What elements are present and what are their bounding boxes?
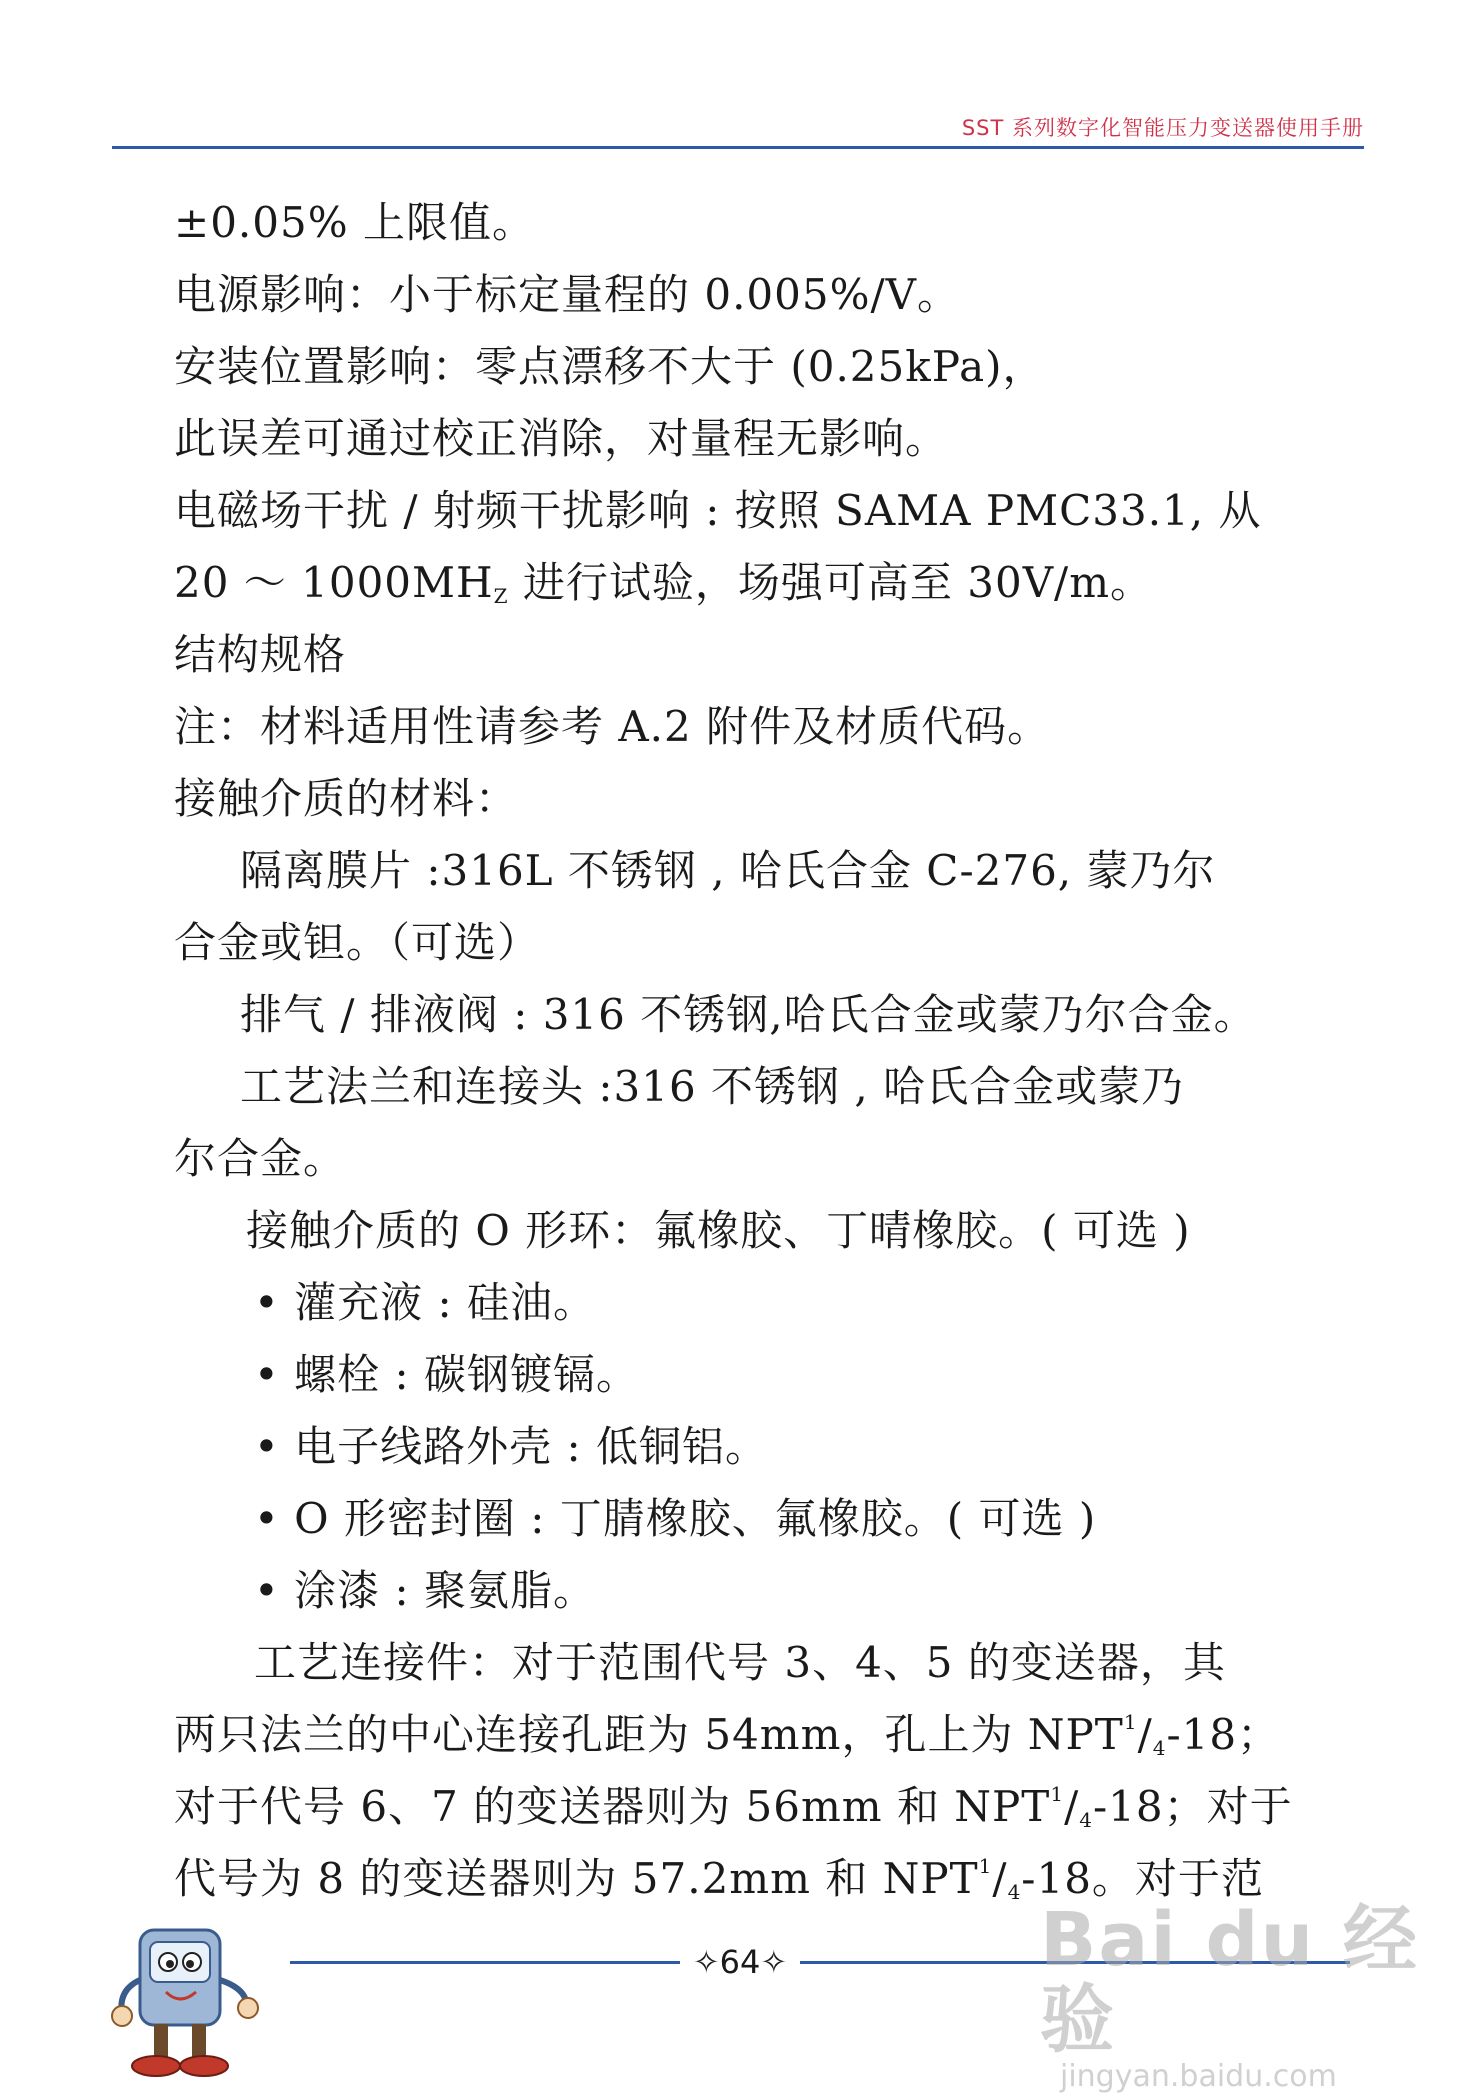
watermark-url: jingyan.baidu.com	[1060, 2059, 1337, 2094]
text-line	[174, 1771, 1304, 1843]
mascot-icon	[100, 1910, 280, 2090]
text-span: 代号为 8 的变送器则为 57.2mm 和 NPT	[174, 1854, 979, 1903]
text-span: -18。对于范	[1021, 1854, 1264, 1903]
text-line	[174, 1699, 1304, 1771]
subscript: Z	[493, 584, 509, 608]
header-title: SST 系列数字化智能压力变送器使用手册	[961, 116, 1364, 140]
bullet-item: • 灌充液 : 硅油。	[254, 1278, 596, 1327]
text-span: 进行试验，场强可高至 30V/m。	[508, 558, 1154, 607]
text-line: 合金或钽。（可选）	[174, 918, 541, 967]
fraction-denominator: 4	[1007, 1880, 1022, 1904]
text-line: 电源影响：小于标定量程的 0.005%/V。	[174, 270, 960, 319]
text-span: -18；	[1166, 1710, 1281, 1759]
text-span: 20 ～ 1000MH	[174, 558, 494, 607]
text-line: 注：材料适用性请参考 A.2 附件及材质代码。	[174, 702, 1051, 751]
text-line: 此误差可通过校正消除，对量程无影响。	[174, 414, 949, 463]
text-line: 接触介质的材料：	[174, 774, 519, 823]
bullet-item: • 电子线路外壳 : 低铜铝。	[254, 1422, 768, 1471]
fraction-slash: /	[1064, 1782, 1080, 1831]
watermark-brand: Bai du 经验	[1040, 1897, 1419, 2063]
text-line: ±0.05% 上限值。	[174, 198, 535, 247]
header-rule	[112, 146, 1364, 149]
fraction-numerator: 1	[1123, 1710, 1138, 1734]
text-line	[174, 547, 1304, 619]
fraction-denominator: 4	[1079, 1808, 1093, 1832]
text-line: 工艺法兰和连接头 :316 不锈钢 , 哈氏合金或蒙乃	[240, 1062, 1185, 1111]
text-line: 隔离膜片 :316L 不锈钢 , 哈氏合金 C-276, 蒙乃尔	[240, 846, 1216, 895]
fraction-denominator: 4	[1152, 1736, 1167, 1760]
fraction-slash: /	[1137, 1710, 1153, 1759]
text-span: 两只法兰的中心连接孔距为 54mm，孔上为 NPT	[174, 1710, 1124, 1759]
section-heading: 结构规格	[174, 630, 347, 679]
text-line: 尔合金。	[174, 1134, 347, 1183]
bullet-item: • 螺栓 : 碳钢镀镉。	[254, 1350, 639, 1399]
text-line: 排气 / 排液阀 : 316 不锈钢,哈氏合金或蒙乃尔合金。	[240, 990, 1257, 1039]
fraction-slash: /	[992, 1854, 1008, 1903]
text-line: 安装位置影响：零点漂移不大于 (0.25kPa)，	[174, 342, 1046, 391]
bullet-item: • O 形密封圈 : 丁腈橡胶、氟橡胶。( 可选 )	[254, 1494, 1097, 1543]
bullet-item: • 涂漆 : 聚氨脂。	[254, 1566, 596, 1615]
text-span: 对于代号 6、7 的变送器则为 56mm 和 NPT	[174, 1782, 1051, 1831]
text-line: 工艺连接件：对于范围代号 3、4、5 的变送器，其	[254, 1638, 1226, 1687]
page-number: ✧64✧	[692, 1943, 788, 1981]
fraction-numerator: 1	[978, 1854, 993, 1878]
footer-rule-left	[290, 1961, 680, 1964]
fraction-numerator: 1	[1050, 1782, 1065, 1806]
text-line: 电磁场干扰 / 射频干扰影响 : 按照 SAMA PMC33.1, 从	[174, 486, 1262, 535]
baidu-watermark	[1040, 1897, 1476, 2094]
text-line: 接触介质的 O 形环：氟橡胶、丁晴橡胶。( 可选 )	[246, 1206, 1191, 1255]
text-span: -18；对于	[1092, 1782, 1293, 1831]
page-content	[174, 187, 1304, 1915]
